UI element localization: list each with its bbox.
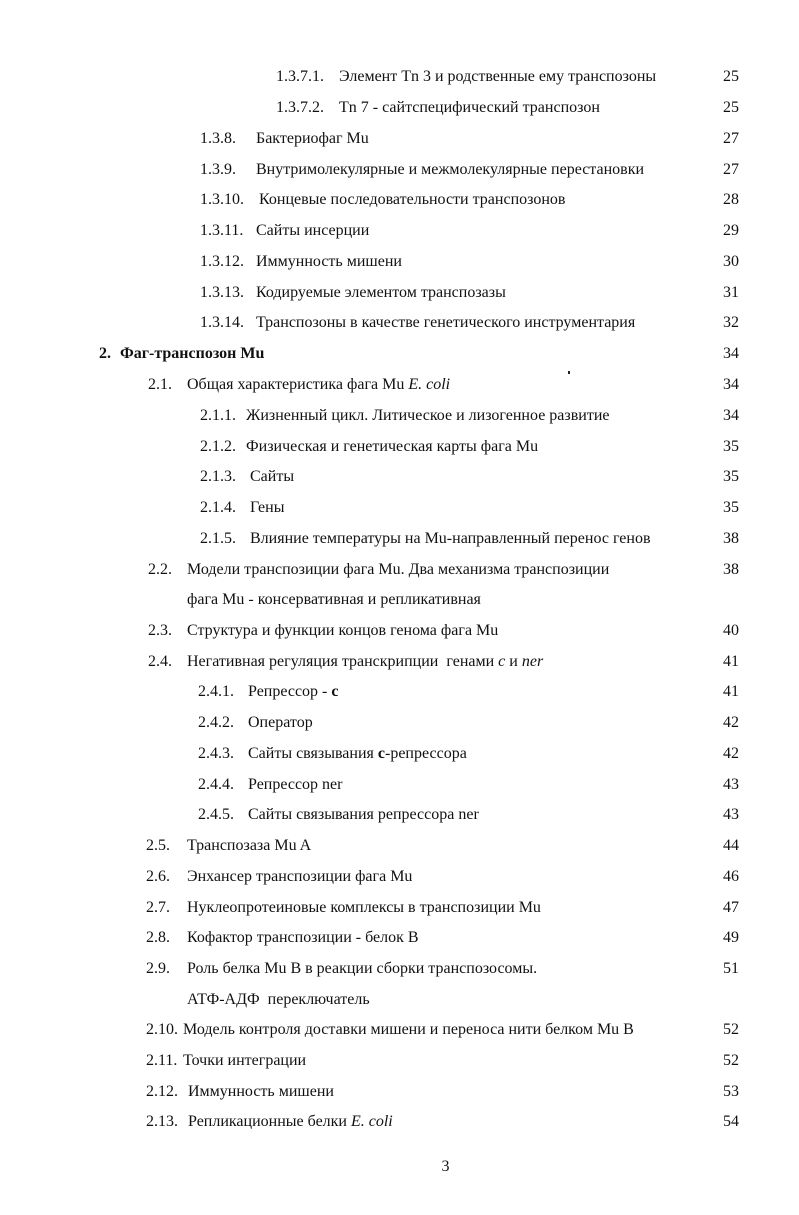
toc-entry-page: 27 (723, 161, 739, 178)
toc-entry-number: 1.3.14. (200, 314, 244, 331)
toc-entry-title: Влияние температуры на Mu-направленный перенос генов (250, 530, 651, 547)
toc-entry (0, 188, 799, 212)
toc-title-text: Общая характеристика фага Mu (187, 376, 405, 393)
toc-entry-number: 1.3.7.2. (276, 99, 324, 116)
toc-entry (0, 926, 799, 950)
toc-entry (0, 680, 799, 704)
toc-entry (0, 957, 799, 981)
toc-entry-title: Точки интеграции (183, 1052, 307, 1069)
toc-entry-page: 52 (723, 1052, 739, 1069)
toc-entry-page: 43 (723, 776, 739, 793)
toc-entry-title: Кофактор транспозиции - белок B (187, 929, 419, 946)
toc-entry (0, 711, 799, 735)
toc-entry-number: 2.1.5. (200, 530, 236, 547)
toc-entry-page: 51 (723, 960, 739, 977)
toc-entry-number: 2.4.2. (198, 714, 234, 731)
toc-entry-number: 2.4.4. (198, 776, 234, 793)
toc-entry-page: 27 (723, 130, 739, 147)
toc-entry-number: 1.3.8. (200, 130, 236, 147)
toc-entry-number: 2.4.5. (198, 806, 234, 823)
toc-entry-page: 43 (723, 806, 739, 823)
toc-entry (0, 219, 799, 243)
toc-entry-title: Роль белка Mu B в реакции сборки транспозосомы. (187, 960, 538, 977)
toc-entry-page: 46 (723, 868, 739, 885)
toc-entry-title (188, 1110, 393, 1134)
toc-entry-number: 2.1.2. (200, 438, 236, 455)
toc-entry-page: 34 (723, 345, 739, 362)
toc-entry (0, 1049, 799, 1073)
toc-entry-title: Сайты (250, 468, 295, 485)
toc-entry-title: Энхансер транспозиции фага Mu (187, 868, 413, 885)
toc-entry (0, 650, 799, 674)
toc-entry-page: 44 (723, 837, 739, 854)
toc-title-italic: ner (521, 653, 544, 670)
toc-entry-title: Оператор (248, 714, 313, 731)
toc-entry-number: 2.6. (146, 868, 170, 885)
toc-entry-page: 32 (723, 314, 739, 331)
toc-entry-page: 28 (723, 191, 739, 208)
toc-entry-title: Физическая и генетическая карты фага Mu (246, 438, 539, 455)
toc-entry-title: Tn 7 - сайтспецифический транспозон (339, 99, 600, 116)
toc-chapter-heading (0, 342, 799, 366)
toc-entry-page: 29 (723, 222, 739, 239)
toc-entry (0, 404, 799, 428)
toc-title-italic: E. coli (408, 376, 451, 393)
toc-entry (0, 527, 799, 551)
toc-entry-title: Сайты инсерции (256, 222, 370, 239)
toc-title-italic: E. coli (350, 1113, 393, 1130)
toc-title-bold: c (377, 745, 385, 762)
toc-entry-page: 35 (723, 468, 739, 485)
toc-entry-title (248, 742, 467, 766)
toc-entry-title: Иммунность мишени (188, 1083, 334, 1100)
toc-entry-page: 38 (723, 530, 739, 547)
toc-entry-number: 2.4.1. (198, 683, 234, 700)
toc-entry-number: 2.12. (146, 1083, 178, 1100)
toc-entry (0, 311, 799, 335)
toc-entry-number: 2.10. (146, 1021, 178, 1038)
toc-entry (0, 435, 799, 459)
toc-entry (0, 834, 799, 858)
toc-entry-continuation (0, 988, 799, 1012)
toc-entry-title: Фаг-транспозон Mu (120, 345, 265, 362)
toc-entry-page: 31 (723, 284, 739, 301)
toc-entry (0, 496, 799, 520)
toc-entry-number: 1.3.9. (200, 161, 236, 178)
toc-entry (0, 373, 799, 397)
toc-entry-page: 53 (723, 1083, 739, 1100)
toc-entry-title: Транспозаза Mu A (187, 837, 312, 854)
page-number: 3 (441, 1158, 450, 1175)
toc-title-text: Сайты связывания (248, 745, 378, 762)
toc-entry (0, 281, 799, 305)
toc-entry-page: 49 (723, 929, 739, 946)
toc-entry (0, 1018, 799, 1042)
toc-entry-number: 2.1.4. (200, 499, 236, 516)
toc-entry-number: 2.13. (146, 1113, 178, 1130)
toc-entry-title: Кодируемые элементом транспозазы (256, 284, 506, 301)
toc-title-mid: и (505, 653, 522, 670)
toc-entry-page: 30 (723, 253, 739, 270)
toc-entry-page: 41 (723, 683, 739, 700)
toc-entry-title: Концевые последовательности транспозонов (259, 191, 566, 208)
toc-entry-number: 1.3.11. (200, 222, 244, 239)
toc-title-bold: c (331, 683, 339, 700)
toc-entry-number: 2. (99, 345, 111, 362)
toc-entry-title: Репрессор ner (248, 776, 343, 793)
toc-title-text: Репрессор - (248, 683, 332, 700)
toc-entry (0, 558, 799, 582)
toc-entry (0, 619, 799, 643)
toc-entry-title (187, 373, 450, 397)
toc-entry-title: Бактериофаг Mu (256, 130, 369, 147)
toc-entry-page: 52 (723, 1021, 739, 1038)
toc-entry-continuation (0, 588, 799, 612)
toc-entry (0, 803, 799, 827)
toc-entry-page: 38 (723, 561, 739, 578)
toc-entry (0, 250, 799, 274)
toc-entry (0, 742, 799, 766)
toc-entry-title: Иммунность мишени (256, 253, 402, 270)
toc-entry-page: 41 (723, 653, 739, 670)
toc-entry-page: 35 (723, 499, 739, 516)
toc-entry-title: Жизненный цикл. Литическое и лизогенное развитие (246, 407, 610, 424)
toc-entry-page: 40 (723, 622, 739, 639)
toc-entry-number: 1.3.12. (200, 253, 244, 270)
toc-entry-page: 25 (723, 68, 739, 85)
toc-entry (0, 896, 799, 920)
toc-entry (0, 773, 799, 797)
toc-entry-title: Модель контроля доставки мишени и переноса нити белком Mu B (183, 1021, 634, 1038)
toc-title-text: Негативная регуляция транскрипции генами (187, 653, 499, 670)
toc-title-italic: c (498, 653, 506, 670)
toc-entry-number: 2.2. (148, 561, 172, 578)
toc-entry-number: 2.1.3. (200, 468, 236, 485)
toc-entry (0, 96, 799, 120)
toc-entry-title: Элемент Tn 3 и родственные ему транспозоны (339, 68, 657, 85)
toc-entry-page: 35 (723, 438, 739, 455)
toc-entry (0, 1080, 799, 1104)
toc-title-after: -репрессора (385, 745, 467, 762)
toc-entry (0, 465, 799, 489)
toc-entry-number: 1.3.13. (200, 284, 244, 301)
toc-entry-number: 2.1. (148, 376, 172, 393)
toc-entry-number: 1.3.7.1. (276, 68, 324, 85)
toc-entry-number: 2.7. (146, 899, 170, 916)
toc-entry (0, 1110, 799, 1134)
toc-entry-title: Гены (250, 499, 285, 516)
toc-entry (0, 158, 799, 182)
toc-entry (0, 65, 799, 89)
toc-entry-page: 34 (723, 407, 739, 424)
toc-entry-title: Транспозоны в качестве генетического инструментария (256, 314, 636, 331)
toc-entry-number: 2.4.3. (198, 745, 234, 762)
toc-entry-number: 2.4. (148, 653, 172, 670)
toc-entry-number: 2.11. (146, 1052, 178, 1069)
toc-entry-title: Сайты связывания репрессора ner (248, 806, 479, 823)
toc-entry-number: 2.1.1. (200, 407, 236, 424)
toc-entry-number: 2.9. (146, 960, 170, 977)
toc-entry-title: Внутримолекулярные и межмолекулярные перестановки (256, 161, 645, 178)
toc-entry-title: Структура и функции концов генома фага Mu (187, 622, 499, 639)
toc-entry-page: 34 (723, 376, 739, 393)
toc-entry-number: 2.3. (148, 622, 172, 639)
toc-entry-page: 25 (723, 99, 739, 116)
toc-entry-page: 47 (723, 899, 739, 916)
toc-entry-number: 2.8. (146, 929, 170, 946)
toc-entry (0, 865, 799, 889)
toc-entry (0, 127, 799, 151)
toc-title-text: Репликационные белки (188, 1113, 347, 1130)
toc-entry-title: Модели транспозиции фага Mu. Два механизма транспозиции (187, 561, 610, 578)
toc-entry-number: 2.5. (146, 837, 170, 854)
toc-entry-title-line2: АТФ-АДФ переключатель (187, 991, 370, 1008)
toc-entry-page: 42 (723, 745, 739, 762)
toc-entry-title (187, 650, 543, 674)
toc-entry-number: 1.3.10. (200, 191, 244, 208)
toc-entry-title: Нуклеопротеиновые комплексы в транспозиции Mu (187, 899, 541, 916)
toc-entry-page: 42 (723, 714, 739, 731)
toc-entry-page: 54 (723, 1113, 739, 1130)
toc-entry-title-line2: фага Mu - консервативная и репликативная (187, 591, 481, 608)
toc-entry-title (248, 680, 339, 704)
